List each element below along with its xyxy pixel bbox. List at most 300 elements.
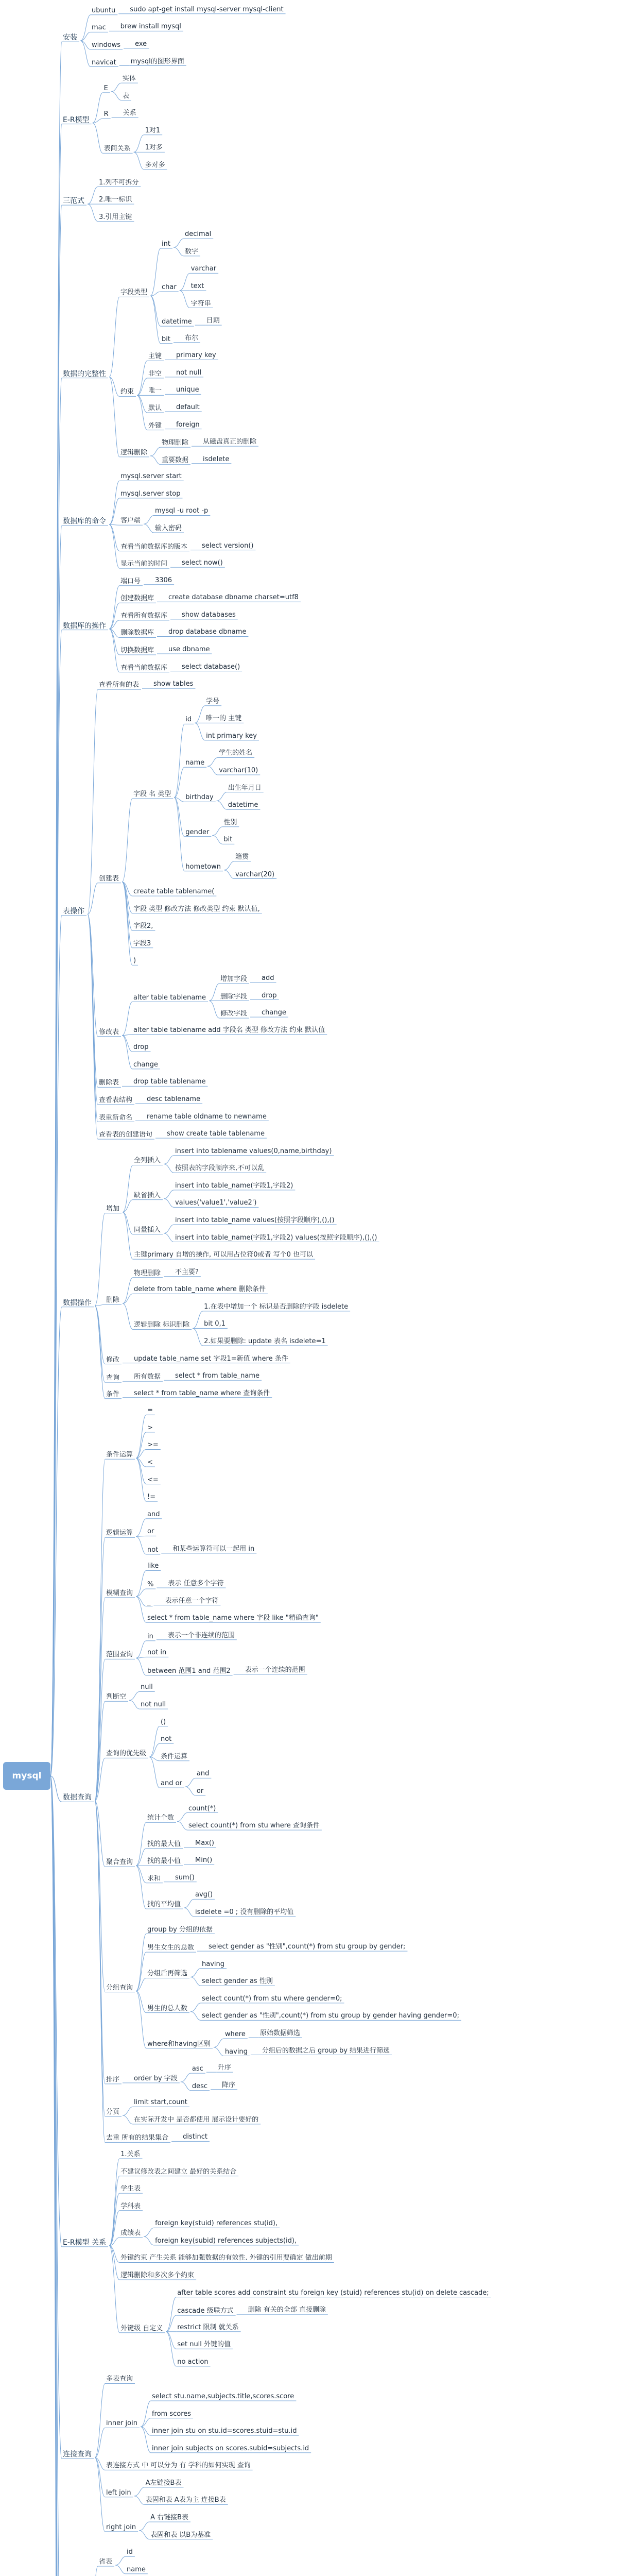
topic-node[interactable]: 表重新命名 [98, 1113, 132, 1122]
topic-node[interactable]: E [103, 84, 108, 92]
topic-node[interactable]: 排序 [106, 2075, 119, 2083]
topic-node[interactable]: null [140, 1683, 153, 1691]
topic-node[interactable]: 切换数据库 [120, 647, 154, 655]
connector-line [122, 1036, 132, 1069]
topic-node[interactable]: not [160, 1735, 172, 1743]
topic-node[interactable]: name [185, 759, 205, 767]
topic-node[interactable]: limit start,count [133, 2098, 187, 2107]
topic-node[interactable]: 性别 [223, 818, 237, 826]
branch-node[interactable]: 数据操作 [63, 1298, 92, 1307]
topic-node[interactable]: ) [133, 957, 136, 965]
topic-node[interactable]: bit [161, 335, 170, 343]
topic-node[interactable]: 统计个数 [147, 1814, 174, 1822]
connector-line [109, 524, 119, 551]
topic-node[interactable]: 找的平均值 [147, 1901, 181, 1909]
topic-node[interactable]: navicat [91, 58, 116, 66]
connector-line [109, 524, 119, 568]
connector-line [134, 135, 144, 152]
topic-node[interactable]: drop database dbname [168, 628, 247, 636]
topic-node[interactable]: >= [147, 1441, 159, 1449]
topic-node[interactable]: no action [177, 2358, 209, 2366]
connector-line [129, 1700, 140, 1709]
topic-node[interactable]: where [224, 2030, 246, 2038]
connector-line [164, 1164, 174, 1173]
topic-node[interactable]: alter table tablename [133, 993, 206, 1002]
topic-node[interactable]: id [185, 716, 192, 724]
topic-node[interactable]: show tables [153, 680, 194, 688]
topic-node[interactable]: 条件运算 [106, 1451, 133, 1459]
topic-node[interactable]: values('value1','value2') [175, 1199, 257, 1207]
topic-node[interactable]: drop [262, 991, 277, 999]
topic-node[interactable]: 输入密码 [154, 524, 182, 532]
topic-node[interactable]: 修改表 [98, 1028, 119, 1036]
topic-node[interactable]: 字段 类型 修改方法 修改类型 约束 默认值, [133, 905, 260, 913]
topic-node[interactable]: 物理删除 [161, 439, 188, 447]
topic-node[interactable]: where和having区别 [147, 2040, 211, 2048]
topic-node[interactable]: select version() [201, 541, 254, 550]
topic-node[interactable]: 表间关系 [103, 145, 131, 153]
topic-node[interactable]: 1.在表中增加一个 标识是否删除的字段 isdelete [204, 1302, 349, 1311]
branch-node[interactable]: 数据的完整性 [63, 369, 106, 378]
topic-node[interactable]: 查询的优先级 [106, 1750, 146, 1758]
topic-node[interactable]: Max() [195, 1839, 215, 1847]
topic-node[interactable]: 1对多 [145, 144, 163, 152]
topic-node[interactable]: select stu.name,subjects.title,scores.score [151, 2393, 294, 2401]
topic-node[interactable]: insert into table_name values(按照字段顺序),(),() [175, 1216, 335, 1224]
topic-node[interactable]: show create table tablename [166, 1130, 265, 1138]
topic-node[interactable]: bit 0,1 [204, 1320, 226, 1328]
topic-node[interactable]: 分组后再筛选 [147, 1970, 187, 1978]
topic-node[interactable]: 1.关系 [120, 2150, 141, 2158]
connector-line [136, 1822, 146, 1866]
topic-node[interactable]: name [126, 2565, 146, 2573]
branch-node[interactable]: 连接查询 [63, 2450, 92, 2459]
topic-node[interactable]: 外键级 自定义 [120, 2324, 163, 2332]
connector-line [164, 1156, 174, 1164]
topic-node[interactable]: 从磁盘真正的删除 [202, 438, 256, 446]
connector-line [136, 1641, 146, 1658]
topic-node[interactable]: brew install mysql [120, 23, 181, 31]
topic-node[interactable]: 显示当前的时间 [120, 560, 167, 568]
connector-line [134, 2487, 145, 2496]
topic-node[interactable]: like [147, 1562, 159, 1570]
topic-node[interactable]: insert into tablename values(0,name,birthday) [175, 1147, 332, 1155]
topic-node[interactable]: show databases [181, 611, 236, 619]
topic-node[interactable]: 逻辑运算 [106, 1529, 133, 1537]
topic-node[interactable]: 表固和表 以B为基准 [150, 2531, 211, 2539]
topic-node[interactable]: and or [160, 1780, 182, 1788]
topic-node[interactable]: not [147, 1546, 159, 1554]
topic-node[interactable]: 查询 [106, 1374, 119, 1382]
topic-node[interactable]: select gender as "性别",count(*) from stu group by gender having gender=0; [201, 2012, 459, 2020]
topic-node[interactable]: inner join stu on stu.id=scores.stuid=stu.id [151, 2427, 297, 2435]
connector-line [139, 2522, 149, 2531]
topic-node[interactable]: and [196, 1770, 210, 1778]
branch-node[interactable]: 数据查询 [63, 1793, 92, 1802]
topic-node[interactable]: 表示任意一个字符 [165, 1597, 219, 1605]
topic-node[interactable]: or [147, 1528, 154, 1536]
topic-node[interactable]: select * from table_name [175, 1372, 260, 1380]
topic-node[interactable]: 删除字段 [220, 992, 248, 1001]
topic-node[interactable]: () [160, 1718, 166, 1726]
topic-node[interactable]: < [147, 1459, 153, 1467]
topic-node[interactable]: 逻辑删除 [120, 448, 147, 456]
topic-node[interactable]: 条件 [106, 1390, 119, 1398]
topic-node[interactable]: select gender as "性别",count(*) from stu group by gender; [208, 1943, 406, 1951]
topic-node[interactable]: 字段 名 类型 [133, 790, 171, 799]
topic-node[interactable]: having [224, 2047, 248, 2056]
connector-line [177, 1813, 187, 1822]
topic-node[interactable]: text [190, 282, 204, 290]
connector-line [141, 2427, 151, 2435]
topic-node[interactable]: 字段类型 [120, 289, 147, 297]
topic-node[interactable]: 约束 [120, 388, 134, 396]
branch-node[interactable]: 安装 [63, 33, 77, 42]
topic-node[interactable]: 求和 [147, 1874, 161, 1883]
topic-node[interactable]: 2.如果要删除: update 表名 isdelete=1 [204, 1337, 326, 1345]
topic-node[interactable]: 查看表的创建语句 [98, 1131, 152, 1139]
connector-line [150, 456, 161, 465]
topic-node[interactable]: 修改字段 [220, 1010, 248, 1018]
topic-node[interactable]: not null [176, 368, 202, 377]
topic-node[interactable]: 同量插入 [133, 1226, 161, 1234]
topic-node[interactable]: 增加字段 [220, 975, 248, 983]
connector-line [136, 1597, 146, 1606]
topic-node[interactable]: 创建数据库 [120, 595, 154, 603]
topic-node[interactable]: 字符串 [190, 299, 211, 308]
topic-node[interactable]: 学号 [206, 697, 220, 705]
topic-node[interactable]: not null [140, 1701, 166, 1709]
topic-node[interactable]: not in [147, 1649, 167, 1657]
topic-node[interactable]: 表固和表 A表为主 连接B表 [145, 2496, 226, 2504]
topic-node[interactable]: 修改 [106, 1355, 119, 1364]
topic-node[interactable]: 日期 [206, 317, 220, 325]
topic-node[interactable]: 删除数据库 [120, 629, 154, 637]
topic-node[interactable]: _ [147, 1598, 151, 1606]
connector-line [149, 1743, 160, 1757]
topic-node[interactable]: mysql.server stop [120, 489, 181, 498]
topic-node[interactable]: % [147, 1581, 154, 1589]
branch-node[interactable]: 表操作 [63, 907, 84, 916]
topic-node[interactable]: 表示一个连续的范围 [245, 1666, 305, 1674]
topic-node[interactable]: 3.引用主键 [98, 213, 132, 221]
topic-node[interactable]: having [201, 1960, 224, 1968]
connector-line [123, 1165, 133, 1212]
root-node[interactable]: mysql [3, 1762, 50, 1790]
topic-node[interactable]: rename table oldname to newname [146, 1112, 267, 1121]
topic-node[interactable]: from scores [151, 2410, 192, 2418]
topic-node[interactable]: count(*) [188, 1804, 216, 1812]
connector-line [123, 1303, 133, 1329]
connector-line [164, 1190, 174, 1199]
topic-node[interactable]: 找的最小值 [147, 1857, 181, 1866]
topic-node[interactable]: datetime [161, 318, 192, 326]
topic-node[interactable]: != [147, 1493, 156, 1501]
topic-node[interactable]: 所有数据 [133, 1373, 161, 1381]
topic-node[interactable]: 男生的总人数 [147, 2004, 187, 2012]
topic-node[interactable]: insert into table_name(字段1,字段2) values(按照字段顺序),(),() [175, 1233, 377, 1242]
topic-node[interactable]: 范围查询 [106, 1651, 133, 1659]
topic-node[interactable]: 聚合查询 [106, 1858, 133, 1867]
connector-line [209, 1001, 219, 1019]
topic-node[interactable]: windows [91, 41, 121, 49]
topic-node[interactable]: mysql.server start [120, 472, 182, 481]
topic-node[interactable]: 创建表 [98, 874, 119, 883]
topic-node[interactable]: 成绩表 [120, 2229, 141, 2238]
topic-node[interactable]: use dbname [168, 646, 210, 654]
topic-node[interactable]: and [147, 1510, 160, 1518]
topic-node[interactable]: 全列插入 [133, 1157, 161, 1165]
topic-node[interactable]: update table_name set 字段1=新值 where 条件 [133, 1354, 288, 1363]
connector-line [136, 1866, 146, 1909]
topic-node[interactable]: distinct [183, 2133, 207, 2141]
topic-node[interactable]: 省表 [98, 2557, 112, 2566]
topic-node[interactable]: 删除 有关的全部 直接删除 [248, 2306, 326, 2314]
topic-node[interactable]: Min() [195, 1856, 213, 1865]
topic-node[interactable]: sum() [175, 1873, 195, 1882]
branch-node[interactable]: 数据库的操作 [63, 621, 106, 630]
topic-node[interactable]: = [147, 1406, 153, 1415]
topic-node[interactable]: 原始数据筛选 [259, 2029, 300, 2037]
connector-line [180, 291, 190, 308]
topic-node[interactable]: primary key [176, 351, 216, 360]
topic-node[interactable]: 不主要? [175, 1268, 199, 1276]
topic-node[interactable]: add [262, 974, 274, 982]
topic-node[interactable]: birthday [185, 793, 214, 802]
topic-node[interactable]: foreign key(subid) references subjects(id), [155, 2236, 297, 2245]
topic-node[interactable]: 籍贯 [235, 853, 249, 861]
branch-node[interactable]: E-R模型 关系 [63, 2238, 107, 2247]
topic-node[interactable]: group by 分组的依据 [147, 1925, 213, 1934]
connector-line [111, 92, 122, 100]
topic-node[interactable]: 条件运算 [160, 1752, 187, 1760]
topic-node[interactable]: 字段2, [133, 922, 153, 930]
connector-line [195, 706, 205, 723]
topic-node[interactable]: desc [192, 2082, 208, 2090]
topic-node[interactable]: drop table tablename [133, 1078, 206, 1086]
connector-line [217, 792, 227, 801]
topic-node[interactable]: 逻辑删除 标识删除 [133, 1321, 190, 1329]
topic-node[interactable]: 删除表 [98, 1079, 119, 1087]
topic-node[interactable]: alter table tablename add 字段名 类型 修改方法 约束 默认值 [133, 1026, 325, 1034]
topic-node[interactable]: 主键primary 自增的操作, 可以用占位符0或者 写个0 也可以 [133, 1251, 314, 1259]
topic-node[interactable]: 查看所有的表 [98, 681, 139, 689]
topic-node[interactable]: 表示 任意多个字符 [168, 1580, 224, 1588]
topic-node[interactable]: 删除 [106, 1296, 119, 1304]
topic-node[interactable]: 按照表的字段顺序来,不可以乱 [175, 1164, 265, 1173]
topic-node[interactable]: 去重 所有的结果集合 [106, 2134, 169, 2142]
topic-node[interactable]: 重要数据 [161, 456, 188, 464]
topic-node[interactable]: insert into table_name(字段1,字段2) [175, 1181, 293, 1190]
connector-line [209, 984, 219, 1001]
topic-node[interactable]: inner join subjects on scores.subid=subjects.id [151, 2444, 309, 2452]
topic-node[interactable]: 物理删除 [133, 1269, 161, 1277]
topic-node[interactable]: in [147, 1632, 153, 1640]
topic-node[interactable]: 主键 [148, 352, 162, 361]
connector-line [129, 1691, 140, 1700]
topic-node[interactable]: change [262, 1009, 286, 1017]
topic-node[interactable]: exe [135, 40, 147, 48]
branch-node[interactable]: 数据库的命令 [63, 517, 106, 526]
topic-node[interactable]: 不建议修改表之间建立 最好的关系结合 [120, 2167, 237, 2176]
topic-node[interactable]: 分组后的数据之后 group by 结果进行筛选 [262, 2046, 390, 2055]
topic-node[interactable]: 查看当前数据库的版本 [120, 543, 187, 551]
topic-node[interactable]: create table tablename( [133, 888, 215, 896]
topic-node[interactable]: 多对多 [145, 161, 165, 169]
branch-node[interactable]: E-R模型 [63, 115, 90, 124]
topic-node[interactable]: 和某些运算符可以一起用 in [172, 1545, 255, 1553]
topic-node[interactable]: isdelete =0 ; 没有删除的平均值 [195, 1908, 294, 1916]
topic-node[interactable]: 外键约束 产生关系 能够加强数据的有效性. 外键的引用要确定 做出前期 [120, 2254, 332, 2262]
topic-node[interactable]: mysql -u root -p [154, 507, 209, 515]
topic-node[interactable]: 学生的姓名 [219, 749, 253, 757]
topic-node[interactable]: set null 外键的值 [177, 2341, 231, 2349]
topic-node[interactable]: 查看所有数据库 [120, 612, 167, 620]
topic-node[interactable]: select database() [181, 663, 240, 671]
connector-line [95, 1459, 105, 1801]
topic-node[interactable]: decimal [184, 230, 212, 239]
topic-node[interactable]: 增加 [106, 1205, 119, 1213]
connector-line [144, 2236, 154, 2245]
topic-node[interactable]: 唯一 [148, 387, 162, 395]
branch-node[interactable]: 三范式 [63, 197, 84, 206]
topic-node[interactable]: select gender as 性别 [201, 1977, 273, 1986]
connector-line [190, 2003, 201, 2012]
topic-node[interactable]: mac [91, 24, 106, 32]
connector-line [144, 524, 154, 533]
topic-node[interactable]: avg() [195, 1891, 213, 1899]
topic-node[interactable]: 升序 [217, 2064, 231, 2072]
connector-line [212, 836, 222, 844]
connector-line [109, 498, 119, 524]
topic-node[interactable]: foreign [176, 420, 200, 429]
topic-node[interactable]: select count(*) from stu where 查询条件 [188, 1822, 320, 1830]
root-connector [50, 1776, 62, 2247]
topic-node[interactable]: gender [185, 828, 210, 836]
topic-node[interactable]: varchar(20) [235, 870, 275, 878]
topic-node[interactable]: id [126, 2548, 133, 2556]
topic-node[interactable]: 非空 [148, 369, 162, 378]
topic-node[interactable]: or [196, 1787, 204, 1795]
topic-node[interactable]: 布尔 [184, 334, 198, 342]
topic-node[interactable]: 外键 [148, 421, 162, 430]
topic-node[interactable]: delete from table_name where 删除条件 [133, 1285, 266, 1294]
topic-node[interactable]: varchar [190, 265, 217, 273]
topic-node[interactable]: 分组查询 [106, 1984, 133, 1992]
topic-node[interactable]: create database dbname charset=utf8 [168, 594, 299, 602]
topic-node[interactable]: datetime [228, 801, 258, 809]
connector-line [93, 123, 103, 154]
topic-node[interactable]: 客户端 [120, 517, 141, 525]
topic-node[interactable]: 关系 [123, 109, 136, 117]
topic-node[interactable]: bit [223, 836, 233, 844]
topic-node[interactable]: 出生年月日 [228, 784, 262, 792]
topic-node[interactable]: 表连接方式 中 可以分为 有 学科的如何实现 查询 [106, 2462, 251, 2470]
topic-node[interactable]: select * from table_name where 字段 like "精确查询" [147, 1614, 319, 1622]
topic-node[interactable]: 降序 [222, 2081, 236, 2089]
topic-node[interactable]: change [133, 1060, 158, 1069]
topic-node[interactable]: 默认 [148, 404, 162, 412]
topic-node[interactable]: between 范围1 and 范围2 [147, 1667, 231, 1675]
topic-node[interactable]: 查看当前数据库 [120, 664, 167, 672]
topic-node[interactable]: left join [106, 2488, 131, 2497]
topic-node[interactable]: select count(*) from stu where gender=0; [201, 1994, 342, 2003]
topic-node[interactable]: mysql的图形界面 [130, 57, 184, 65]
connector-line [193, 1328, 203, 1346]
topic-node[interactable]: 缺省插入 [133, 1191, 161, 1199]
topic-node[interactable]: A左链接B表 [145, 2479, 182, 2487]
topic-node[interactable]: varchar(10) [219, 767, 258, 775]
topic-node[interactable]: 端口号 [120, 577, 141, 585]
topic-node[interactable]: 实体 [122, 75, 136, 83]
topic-node[interactable]: 多表查询 [106, 2375, 133, 2383]
topic-node[interactable]: 表示一个非连续的范围 [167, 1631, 235, 1639]
topic-node[interactable]: 学科表 [120, 2202, 141, 2210]
topic-node[interactable]: int primary key [206, 732, 257, 740]
topic-node[interactable]: 男生女生的总数 [147, 1944, 194, 1952]
topic-node[interactable]: 在实际开发中 是否都使用 展示设计要好的 [133, 2115, 259, 2124]
connector-line [95, 1213, 105, 1306]
topic-node[interactable]: order by 字段 [133, 2074, 178, 2082]
topic-node[interactable]: 唯一的 主键 [206, 715, 242, 723]
topic-node[interactable]: drop [133, 1043, 149, 1052]
topic-node[interactable]: 2.唯一标识 [98, 196, 132, 204]
connector-line [95, 1304, 105, 1306]
topic-node[interactable]: desc tablename [146, 1095, 201, 1103]
topic-node[interactable]: ubuntu [91, 6, 116, 14]
connector-line [109, 2159, 119, 2246]
topic-node[interactable]: char [161, 283, 177, 291]
topic-node[interactable]: 查看表结构 [98, 1096, 132, 1104]
connector-line [190, 2012, 201, 2021]
topic-node[interactable]: right join [106, 2523, 136, 2531]
connector-line [111, 83, 122, 92]
topic-node[interactable]: isdelete [202, 455, 230, 463]
topic-node[interactable]: 找的最大值 [147, 1840, 181, 1848]
topic-node[interactable]: select * from table_name where 查询条件 [133, 1389, 270, 1397]
topic-node[interactable]: inner join [106, 2419, 137, 2428]
connector-line [164, 1225, 174, 1233]
topic-node[interactable]: asc [192, 2065, 203, 2073]
topic-node[interactable]: unique [176, 386, 199, 394]
topic-node[interactable]: A 右链接B表 [150, 2514, 189, 2522]
topic-node[interactable]: 字段3 [133, 939, 151, 947]
topic-node[interactable]: 分页 [106, 2108, 119, 2116]
topic-node[interactable]: 1对1 [145, 126, 161, 134]
topic-node[interactable]: cascade 级联方式 [177, 2307, 234, 2315]
topic-node[interactable]: foreign key(stuid) references stu(id), [155, 2219, 278, 2228]
topic-node[interactable]: default [176, 403, 200, 411]
topic-node[interactable]: <= [147, 1476, 159, 1484]
topic-node[interactable]: 逻辑删除和多次多个约束 [120, 2272, 195, 2279]
topic-node[interactable]: 1.列不可拆分 [98, 178, 139, 187]
topic-node[interactable]: 模糊查询 [106, 1589, 133, 1597]
topic-node[interactable]: > [147, 1423, 153, 1432]
topic-node[interactable]: 数字 [184, 247, 198, 256]
topic-node[interactable]: 3306 [154, 576, 172, 584]
topic-node[interactable]: hometown [185, 862, 221, 871]
topic-node[interactable]: 表 [122, 92, 129, 100]
topic-node[interactable]: 学生表 [120, 2185, 141, 2193]
topic-node[interactable]: select now() [181, 559, 223, 567]
connector-line [136, 1866, 146, 1883]
topic-node[interactable]: 判断空 [106, 1693, 126, 1701]
topic-node[interactable]: R [103, 110, 109, 118]
topic-node[interactable]: restrict 限制 就关系 [177, 2323, 239, 2331]
topic-node[interactable]: int [161, 240, 170, 248]
topic-node[interactable]: after table scores add constraint stu foreign key (stuid) references stu(id) on delete cascade; [177, 2289, 489, 2297]
topic-node[interactable]: sudo apt-get install mysql-server mysql-client [130, 5, 284, 13]
